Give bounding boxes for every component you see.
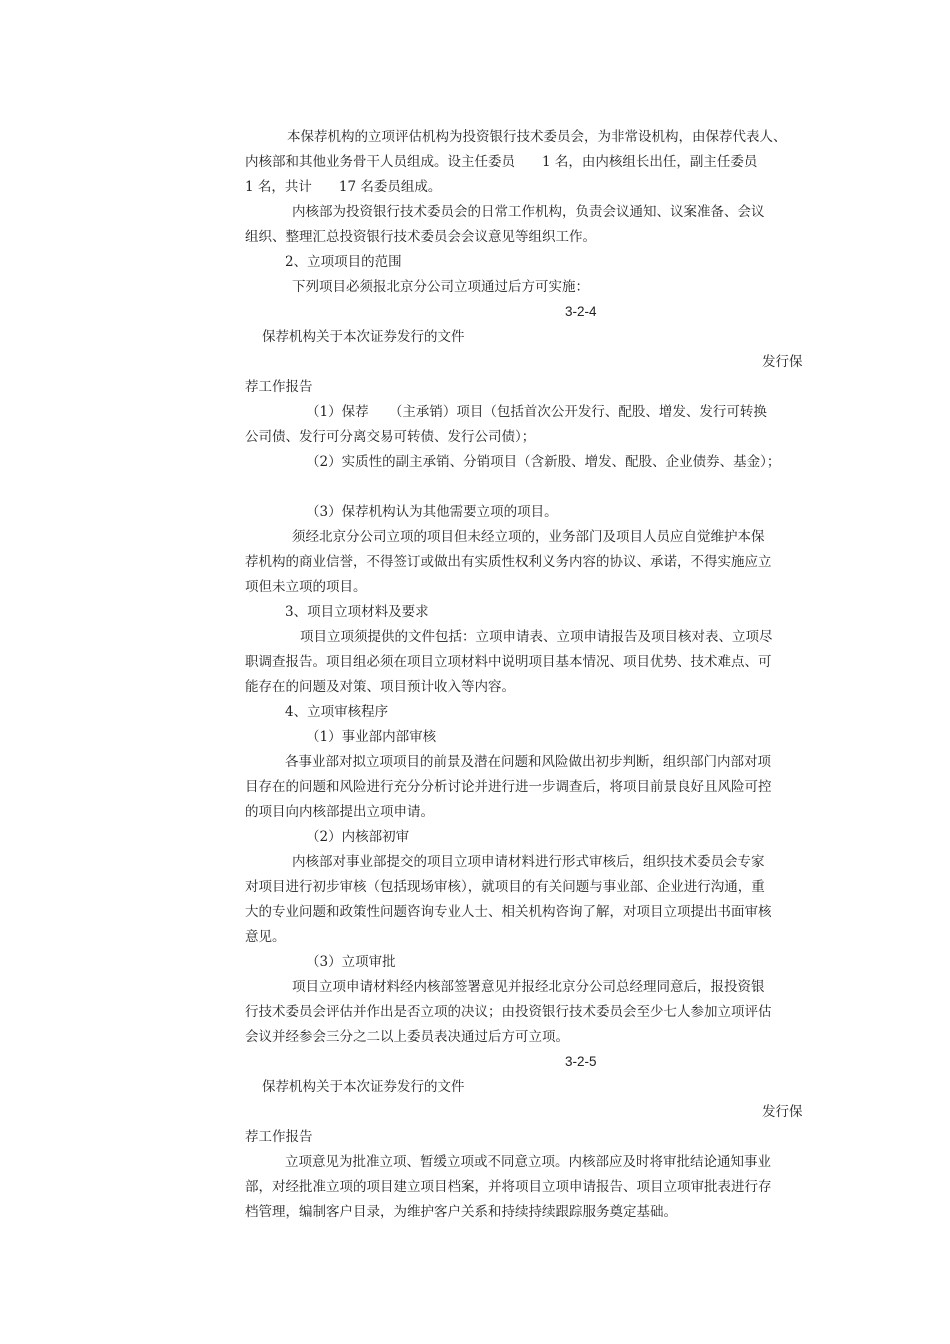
paragraph-line: 内核部和其他业务骨干人员组成。设主任委员 1 名，由内核组长出任，副主任委员: [245, 154, 758, 170]
section-heading: 3、项目立项材料及要求: [285, 604, 429, 620]
running-header: 保荐机构关于本次证券发行的文件: [262, 1079, 465, 1095]
paragraph-line: 须经北京分公司立项的项目但未经立项的，业务部门及项目人员应自觉维护本保: [292, 529, 765, 545]
paragraph-line: 本保荐机构的立项评估机构为投资银行技术委员会，为非常设机构，由保荐代表人、: [287, 129, 787, 145]
paragraph-line: 意见。: [245, 929, 286, 945]
running-header-right: 发行保: [762, 354, 803, 370]
paragraph-line: 立项意见为批准立项、暂缓立项或不同意立项。内核部应及时将审批结论通知事业: [285, 1154, 771, 1170]
running-header: 保荐机构关于本次证券发行的文件: [262, 329, 465, 345]
section-heading: 2、立项项目的范围: [285, 254, 402, 270]
paragraph-line: 行技术委员会评估并作出是否立项的决议；由投资银行技术委员会至少七人参加立项评估: [245, 1004, 772, 1020]
paragraph-line: 内核部为投资银行技术委员会的日常工作机构，负责会议通知、议案准备、会议: [292, 204, 765, 220]
paragraph-line: 内核部对事业部提交的项目立项申请材料进行形式审核后，组织技术委员会专家: [292, 854, 765, 870]
paragraph-line: 能存在的问题及对策、项目预计收入等内容。: [245, 679, 515, 695]
paragraph-line: 荐机构的商业信誉，不得签订或做出有实质性权利义务内容的协议、承诺，不得实施应立: [245, 554, 772, 570]
page-number: 3-2-5: [565, 1054, 597, 1069]
section-heading: 4、立项审核程序: [285, 704, 389, 720]
paragraph-line: 对项目进行初步审核（包括现场审核），就项目的有关问题与事业部、企业进行沟通，重: [245, 879, 765, 895]
list-item: （1）保荐 （主承销）项目（包括首次公开发行、配股、增发、发行可转换: [306, 404, 767, 420]
paragraph-line: 目存在的问题和风险进行充分分析讨论并进行进一步调查后，将项目前景良好且风险可控: [245, 779, 772, 795]
paragraph-line: 项但未立项的项目。: [245, 579, 367, 595]
paragraph-line: 下列项目必须报北京分公司立项通过后方可实施：: [292, 279, 589, 295]
paragraph-line: 项目立项申请材料经内核部签署意见并报经北京分公司总经理同意后，报投资银: [292, 979, 765, 995]
paragraph-line: 职调查报告。项目组必须在项目立项材料中说明项目基本情况、项目优势、技术难点、可: [245, 654, 772, 670]
paragraph-line: 项目立项须提供的文件包括：立项申请表、立项申请报告及项目核对表、立项尽: [300, 629, 773, 645]
subsection-heading: （1）事业部内部审核: [306, 729, 437, 745]
paragraph-line: 1 名，共计 17 名委员组成。: [245, 179, 442, 195]
subsection-heading: （2）内核部初审: [306, 829, 410, 845]
paragraph-line: 档管理，编制客户目录，为维护客户关系和持续持续跟踪服务奠定基础。: [245, 1204, 677, 1220]
running-header-right: 发行保: [762, 1104, 803, 1120]
running-header-wrap: 荐工作报告: [245, 379, 313, 395]
list-item: （2）实质性的副主承销、分销项目（含新股、增发、配股、企业债券、基金）；: [306, 454, 781, 470]
list-item: （3）保荐机构认为其他需要立项的项目。: [306, 504, 558, 520]
paragraph-line: 会议并经参会三分之二以上委员表决通过后方可立项。: [245, 1029, 569, 1045]
subsection-heading: （3）立项审批: [306, 954, 396, 970]
paragraph-line: 各事业部对拟立项项目的前景及潜在问题和风险做出初步判断，组织部门内部对项: [285, 754, 771, 770]
list-item-continuation: 公司债、发行可分离交易可转债、发行公司债）；: [245, 429, 536, 445]
paragraph-line: 组织、整理汇总投资银行技术委员会会议意见等组织工作。: [245, 229, 596, 245]
paragraph-line: 大的专业问题和政策性问题咨询专业人士、相关机构咨询了解，对项目立项提出书面审核: [245, 904, 772, 920]
page-number: 3-2-4: [565, 304, 597, 319]
paragraph-line: 的项目向内核部提出立项申请。: [245, 804, 434, 820]
running-header-wrap: 荐工作报告: [245, 1129, 313, 1145]
paragraph-line: 部，对经批准立项的项目建立项目档案，并将项目立项申请报告、项目立项审批表进行存: [245, 1179, 772, 1195]
